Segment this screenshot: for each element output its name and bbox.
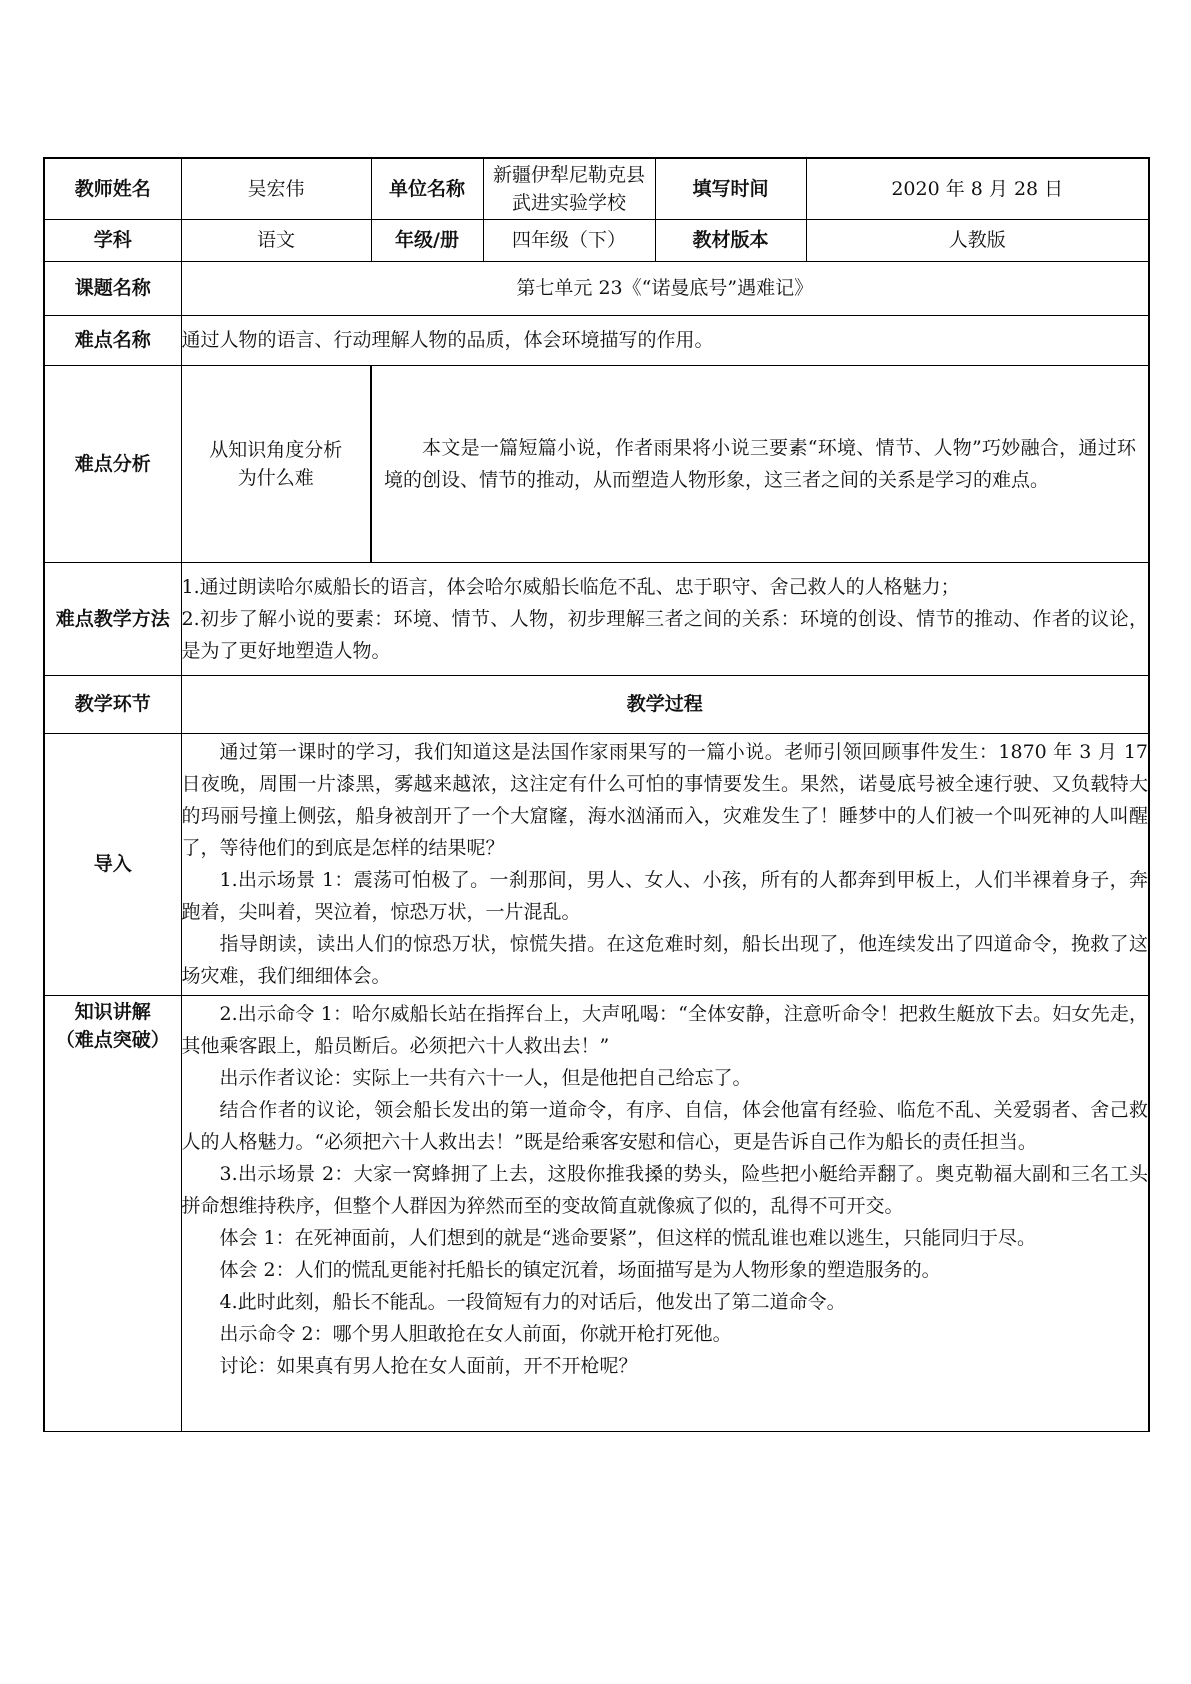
difficulty-text: 通过人物的语言、行动理解人物的品质，体会环境描写的作用。 <box>181 329 714 351</box>
teacher-name-value: 吴宏伟 <box>181 158 371 219</box>
knowledge-label-line-2: （难点突破） <box>55 1028 170 1051</box>
fill-date-value: 2020 年 8 月 28 日 <box>806 158 1149 219</box>
knowledge-cell <box>181 995 1149 1431</box>
header-row-1 <box>44 158 1149 219</box>
topic-label: 课题名称 <box>44 261 181 315</box>
header-row-2 <box>44 219 1149 261</box>
knowledge-paragraph-3: 结合作者的议论，领会船长发出的第一道命令，有序、自信，体会他富有经验、临危不乱、关爱弱者、舍己救人的人格魅力。“必须把六十人救出去！”既是给乘客安慰和信心，更是告诉自己作为船长的责任担当。 <box>181 1098 1149 1153</box>
analysis-label: 难点分析 <box>44 365 181 562</box>
analysis-sublabel <box>181 365 371 562</box>
lesson-plan-page <box>43 157 1148 1432</box>
grade-label: 年级/册 <box>371 219 483 261</box>
unit-name-value <box>483 158 655 219</box>
knowledge-paragraph-1: 2.出示命令 1：哈尔威船长站在指挥台上，大声吼喝：“全体安静，注意听命令！把救生艇放下去。妇女先走，其他乘客跟上，船员断后。必须把六十人救出去！” <box>181 1002 1149 1057</box>
teacher-name-label: 教师姓名 <box>44 158 181 219</box>
subject-label: 学科 <box>44 219 181 261</box>
difficulty-row <box>44 315 1149 365</box>
difficulty-value <box>181 315 1149 365</box>
analysis-text: 本文是一篇短篇小说，作者雨果将小说三要素“环境、情节、人物”巧妙融合，通过环境的创设、情节的推动，从而塑造人物形象，这三者之间的关系是学习的难点。 <box>384 436 1137 491</box>
process-step-label: 教学环节 <box>44 675 181 733</box>
process-title: 教学过程 <box>181 675 1149 733</box>
knowledge-label-line-1: 知识讲解 <box>74 1000 151 1023</box>
method-row <box>44 562 1149 675</box>
intro-paragraph-2: 1.出示场景 1：震荡可怕极了。一刹那间，男人、女人、小孩，所有的人都奔到甲板上，人们半裸着身子，奔跑着，尖叫着，哭泣着，惊恐万状，一片混乱。 <box>181 868 1149 923</box>
unit-name-line-2: 武进实验学校 <box>512 191 627 214</box>
lesson-plan-table <box>43 157 1150 1432</box>
intro-row <box>44 733 1149 995</box>
method-cell <box>181 562 1149 675</box>
edition-label: 教材版本 <box>655 219 806 261</box>
knowledge-paragraph-2: 出示作者议论：实际上一共有六十一人，但是他把自己给忘了。 <box>219 1066 752 1089</box>
edition-value: 人教版 <box>806 219 1149 261</box>
knowledge-paragraph-4: 3.出示场景 2：大家一窝蜂拥了上去，这股你推我搡的势头，险些把小艇给弄翻了。奥克勒福大副和三名工头拼命想维持秩序，但整个人群因为猝然而至的变故简直就像疯了似的，乱得不可开交。 <box>181 1162 1149 1217</box>
knowledge-paragraph-7: 4.此时此刻，船长不能乱。一段简短有力的对话后，他发出了第二道命令。 <box>219 1290 846 1313</box>
knowledge-paragraph-6: 体会 2：人们的慌乱更能衬托船长的镇定沉着，场面描写是为人物形象的塑造服务的。 <box>219 1258 941 1281</box>
knowledge-row <box>44 995 1149 1431</box>
analysis-row <box>44 365 1149 562</box>
fill-date-label: 填写时间 <box>655 158 806 219</box>
intro-label: 导入 <box>44 733 181 995</box>
method-line-1: 1.通过朗读哈尔威船长的语言，体会哈尔威船长临危不乱、忠于职守、舍己救人的人格魅力； <box>181 575 960 598</box>
knowledge-label <box>44 995 181 1431</box>
knowledge-paragraph-9: 讨论：如果真有男人抢在女人面前，开不开枪呢？ <box>219 1354 638 1377</box>
topic-value: 第七单元 23《“诺曼底号”遇难记》 <box>181 261 1149 315</box>
analysis-text-cell <box>371 365 1149 562</box>
intro-paragraph-3: 指导朗读，读出人们的惊恐万状，惊慌失措。在这危难时刻，船长出现了，他连续发出了四道命令，挽救了这场灾难，我们细细体会。 <box>181 932 1149 987</box>
analysis-sublabel-line-1: 从知识角度分析 <box>209 438 343 461</box>
intro-cell <box>181 733 1149 995</box>
method-line-2: 2.初步了解小说的要素：环境、情节、人物，初步理解三者之间的关系：环境的创设、情节的推动、作者的议论，是为了更好地塑造人物。 <box>181 607 1149 662</box>
intro-paragraph-1: 通过第一课时的学习，我们知道这是法国作家雨果写的一篇小说。老师引领回顾事件发生：1870 年 3 月 17 日夜晚，周围一片漆黑，雾越来越浓，这注定有什么可怕的事情要发生。果然，诺曼底号被全速行驶、又负载特大的玛丽号撞上侧弦，船身被剖开了一个大窟窿，海水汹涌而入，灾难发生了！睡梦中的人们被一个叫死神的人叫醒了，等待他们的到底是怎样的结果呢？ <box>181 740 1149 859</box>
unit-name-line-1: 新疆伊犁尼勒克县 <box>493 163 646 186</box>
unit-name-label: 单位名称 <box>371 158 483 219</box>
grade-value: 四年级（下） <box>483 219 655 261</box>
analysis-sublabel-line-2: 为什么难 <box>237 466 314 489</box>
subject-value: 语文 <box>181 219 371 261</box>
topic-row <box>44 261 1149 315</box>
knowledge-paragraph-5: 体会 1：在死神面前，人们想到的就是“逃命要紧”，但这样的慌乱谁也难以逃生，只能同归于尽。 <box>219 1226 1037 1249</box>
process-header-row <box>44 675 1149 733</box>
difficulty-label: 难点名称 <box>44 315 181 365</box>
method-label: 难点教学方法 <box>44 562 181 675</box>
knowledge-paragraph-8: 出示命令 2：哪个男人胆敢抢在女人前面，你就开枪打死他。 <box>219 1322 732 1345</box>
